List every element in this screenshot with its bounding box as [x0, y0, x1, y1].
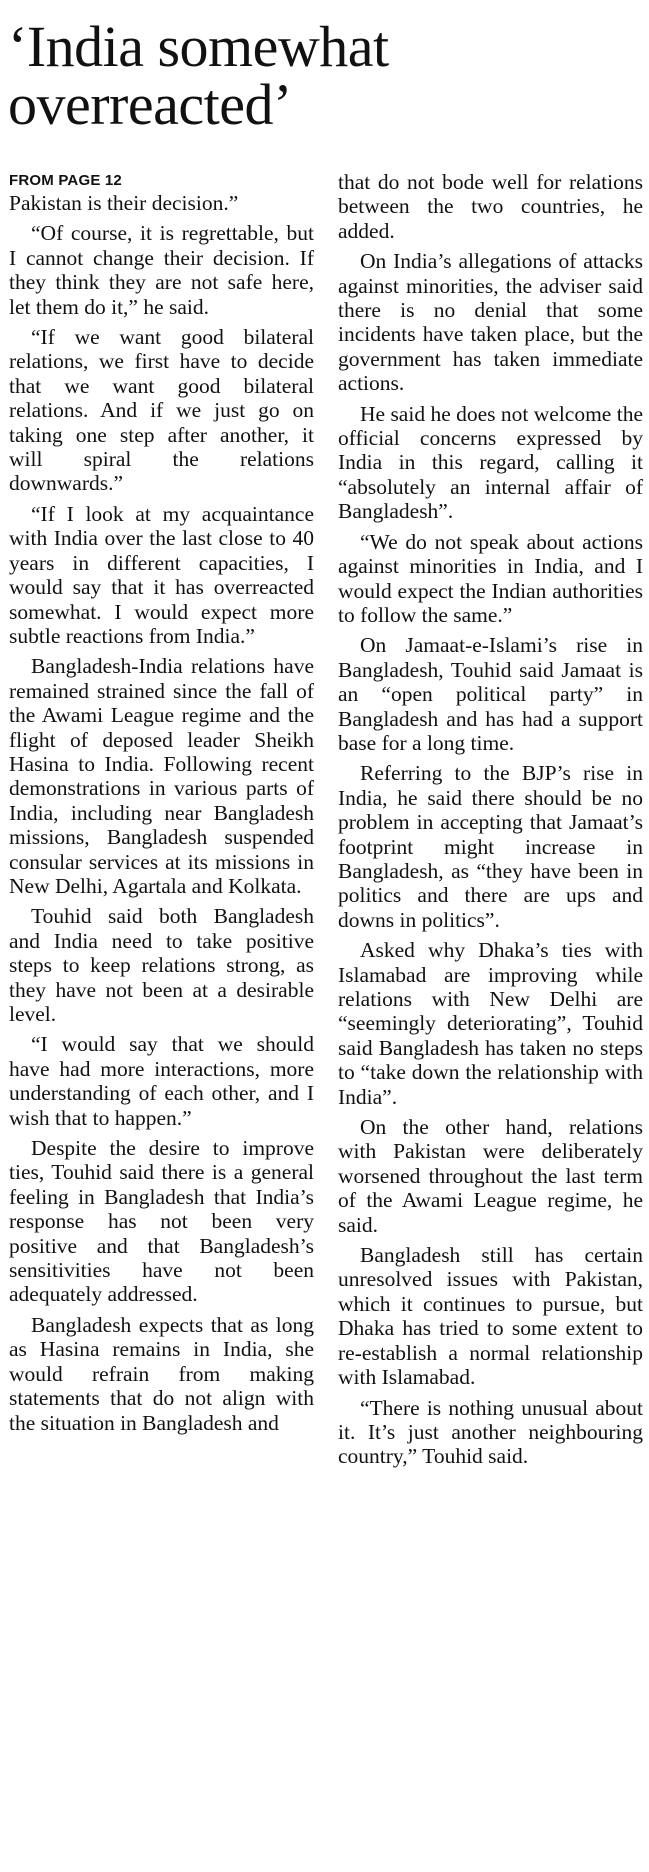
- paragraph: Bangladesh-India relations have remained strained since the fall of the Awami League regime and the flight of deposed leader Sheikh Hasina to India. Following recent demonstrations in various parts of India, including near Bangladesh missions, Bangladesh suspended consular services at its missions in New Delhi, Agartala and Kolkata.: [9, 654, 314, 898]
- paragraph: “If we want good bilateral relations, we first have to decide that we want good bilateral relations. And if we just go on taking one step after another, it will spiral the relations downwards.”: [9, 325, 314, 496]
- paragraph: Referring to the BJP’s rise in India, he said there should be no problem in accepting that Jamaat’s footprint might increase in Bangladesh, as “they have been in politics and there are ups and downs in politics”.: [338, 761, 643, 932]
- paragraph: that do not bode well for relations between the two countries, he added.: [338, 170, 643, 243]
- continuation-label: FROM PAGE 12: [9, 172, 122, 189]
- paragraph: Bangladesh expects that as long as Hasina remains in India, she would refrain from making statements that do not align with the situation in Bangladesh and: [9, 1312, 314, 1435]
- paragraph: On Jamaat-e-Islami’s rise in Bangladesh, Touhid said Jamaat is an “open political party” in Bangladesh and has had a support base for a long time.: [338, 633, 643, 755]
- paragraph: Touhid said both Bangladesh and India need to take positive steps to keep relations strong, as they have not been at a desirable level.: [9, 904, 314, 1026]
- paragraph: “If I look at my acquaintance with India over the last close to 40 years in different capacities, I would say that it has overreacted somewhat. I would expect more subtle reactions from India.”: [9, 501, 314, 648]
- paragraph: Bangladesh still has certain unresolved issues with Pakistan, which it continues to pursue, but Dhaka has tried to some extent to re-establish a normal relationship with Islamabad.: [338, 1243, 643, 1390]
- paragraph: Pakistan is their decision.”: [9, 191, 239, 215]
- article-column-left: [9, 172, 314, 1441]
- paragraph: He said he does not welcome the official concerns expressed by India in this regard, calling it “absolutely an internal affair of Bangladesh”.: [338, 401, 643, 524]
- paragraph: “I would say that we should have had more interactions, more understanding of each other, and I wish that to happen.”: [9, 1032, 314, 1130]
- paragraph: “We do not speak about actions against minorities in India, and I would expect the Indian authorities to follow the same.”: [338, 529, 643, 627]
- article-headline: ‘India somewhat overreacted’: [8, 14, 389, 137]
- paragraph: On the other hand, relations with Pakistan were deliberately worsened throughout the last term of the Awami League regime, he said.: [338, 1115, 643, 1237]
- article-column-right: [338, 170, 643, 1475]
- paragraph: Despite the desire to improve ties, Touhid said there is a general feeling in Bangladesh that India’s response has not been very positive and that Bangladesh’s sensitivities have not been adequately addressed.: [9, 1136, 314, 1307]
- paragraph: “Of course, it is regrettable, but I cannot change their decision. If they think they are not safe here, let them do it,” he said.: [9, 221, 314, 319]
- paragraph: “There is nothing unusual about it. It’s just another neighbouring country,” Touhid said.: [338, 1395, 643, 1469]
- paragraph: On India’s allegations of attacks against minorities, the adviser said there is no denial that some incidents have taken place, but the government has taken immediate actions.: [338, 249, 643, 396]
- paragraph: Asked why Dhaka’s ties with Islamabad are improving while relations with New Delhi are “seemingly deteriorating”, Touhid said Bangladesh has taken no steps to “take down the relationship with India”.: [338, 938, 643, 1109]
